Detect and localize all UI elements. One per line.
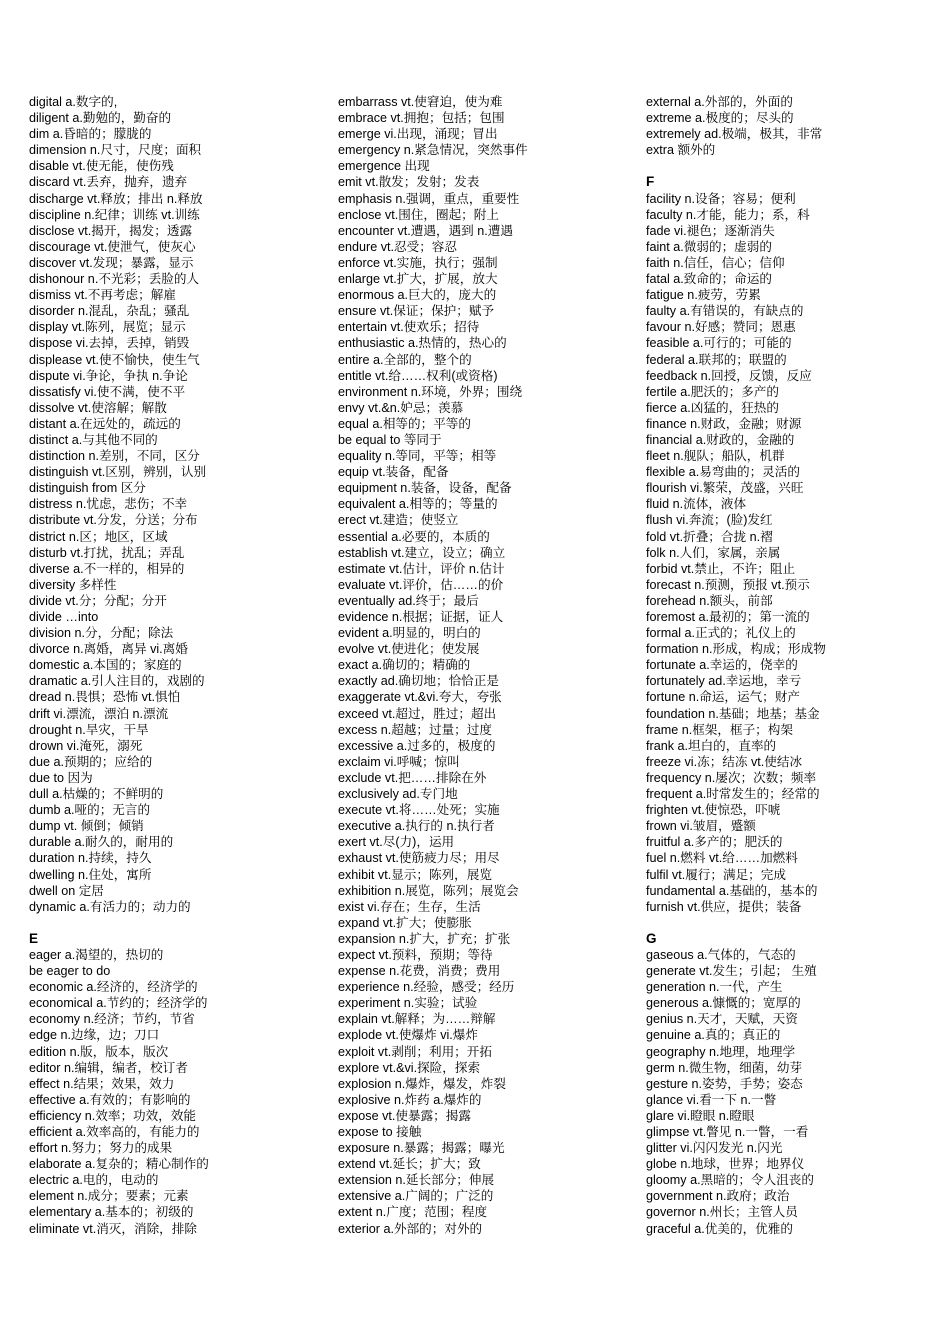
word-entry: entitle vt.给……权利(或资格) (338, 368, 498, 383)
word-entry: exclusively ad.专门地 (338, 787, 458, 802)
section-gap (646, 158, 936, 174)
word-entry: external a.外部的，外面的 (646, 95, 793, 109)
word-entry: germ n.微生物，细菌，幼芽 (646, 1060, 803, 1075)
word-entry: exaggerate vt.&vi.夸大，夸张 (338, 690, 502, 705)
word-entry: dwelling n.住处，寓所 (29, 867, 152, 882)
word-entry: displease vt.使不愉快，使生气 (29, 352, 200, 367)
word-entry: expansion n.扩大，扩充；扩张 (338, 931, 511, 946)
word-entry: generation n.一代，产生 (646, 980, 783, 995)
word-entry: effort n.努力；努力的成果 (29, 1141, 173, 1156)
word-entry: exist vi.存在；生存，生活 (338, 899, 481, 914)
word-entry: erect vt.建造；使竖立 (338, 513, 459, 528)
word-entry: explode vt.使爆炸 vi.爆炸 (338, 1028, 478, 1043)
word-entry: emphasis n.强调，重点，重要性 (338, 191, 520, 206)
word-entry: endure vt.忍受；容忍 (338, 239, 457, 254)
word-entry: fertile a.肥沃的；多产的 (646, 384, 779, 399)
word-entry: genuine a.真的；真正的 (646, 1028, 781, 1043)
section-gap (29, 915, 319, 931)
word-entry: flush vi.奔流；(脸)发红 (646, 513, 773, 528)
word-entry: embarrass vt.使窘迫，使为难 (338, 95, 503, 109)
word-entry: display vt.陈列，展览；显示 (29, 320, 186, 335)
word-column-1 (29, 94, 319, 1237)
word-entry: execute vt.将……处死；实施 (338, 803, 500, 818)
word-entry: evaluate vt.评价，估……的价 (338, 577, 504, 592)
word-entry: distinguish from 区分 (29, 481, 146, 496)
word-entry: equality n.等同，平等；相等 (338, 449, 497, 464)
word-entry: exhibit vt.显示；陈列，展览 (338, 867, 492, 882)
word-entry: due a.预期的；应给的 (29, 754, 153, 769)
word-entry: enthusiastic a.热情的，热心的 (338, 336, 507, 351)
word-entry: elaborate a.复杂的；精心制作的 (29, 1157, 209, 1172)
word-entry: fortunate a.幸运的，侥幸的 (646, 658, 798, 673)
word-entry: dramatic a.引人注目的，戏剧的 (29, 674, 205, 689)
word-entry: dissatisfy vi.使不满，使不平 (29, 384, 186, 399)
word-entry: frown vi.皱眉，蹙额 (646, 819, 756, 834)
word-entry: enclose vt.围住，圈起；附上 (338, 207, 499, 222)
word-entry: fatigue n.疲劳，劳累 (646, 288, 761, 303)
word-entry: fulfil vt.履行；满足；完成 (646, 867, 786, 882)
word-entry: explain vt.解释；为……辩解 (338, 1012, 496, 1027)
word-entry: discipline n.纪律；训练 vt.训练 (29, 207, 200, 222)
word-entry: embrace vt.拥抱；包括；包围 (338, 111, 505, 126)
word-entry: economic a.经济的，经济学的 (29, 980, 198, 995)
word-entry: discharge vt.释放；排出 n.释放 (29, 191, 203, 206)
word-entry: due to 因为 (29, 770, 93, 785)
word-entry: expand vt.扩大；使膨胀 (338, 915, 472, 930)
word-entry: dumb a.哑的；无言的 (29, 803, 151, 818)
word-entry: fluid n.流体，液体 (646, 497, 747, 512)
word-entry: disclose vt.揭开，揭发；透露 (29, 223, 193, 238)
letter-heading: G (646, 930, 657, 946)
word-entry: forecast n.预测，预报 vt.预示 (646, 577, 810, 592)
word-entry: dwell on 定居 (29, 883, 104, 898)
word-entry: dimension n.尺寸，尺度；面积 (29, 143, 202, 158)
word-entry: edge n.边缘，边；刀口 (29, 1028, 160, 1043)
word-entry: fold vt.折叠；合拢 n.褶 (646, 529, 773, 544)
word-entry: feasible a.可行的；可能的 (646, 336, 792, 351)
word-entry: be eager to do (29, 964, 111, 979)
word-entry: government n.政府；政治 (646, 1189, 790, 1204)
word-entry: faculty n.才能，能力；系，科 (646, 207, 810, 222)
word-entry: experience n.经验，感受；经历 (338, 980, 515, 995)
word-entry: foundation n.基础；地基；基金 (646, 706, 820, 721)
word-entry: discover vt.发现；暴露，显示 (29, 255, 194, 270)
word-entry: drought n.旱灾，干旱 (29, 722, 149, 737)
word-entry: economical a.节约的；经济学的 (29, 996, 208, 1011)
word-entry: evolve vt.使进化；使发展 (338, 642, 480, 657)
word-entry: efficiency n.效率；功效，效能 (29, 1108, 197, 1123)
word-entry: expose vt.使暴露；揭露 (338, 1108, 471, 1123)
word-entry: extra 额外的 (646, 143, 716, 158)
word-entry: fortunately ad.幸运地，幸亏 (646, 674, 802, 689)
word-entry: geography n.地理，地理学 (646, 1044, 796, 1059)
word-entry: emergence 出现 (338, 159, 430, 174)
word-entry: expect vt.预料，预期；等待 (338, 947, 493, 962)
word-entry: dynamic a.有活力的；动力的 (29, 899, 191, 914)
word-entry: be equal to 等同于 (338, 432, 442, 447)
word-entry: freeze vi.冻；结冻 vt.使结冰 (646, 754, 803, 769)
word-entry: edition n.版，版本，版次 (29, 1044, 169, 1059)
word-entry: enlarge vt.扩大，扩展，放大 (338, 272, 498, 287)
word-entry: federal a.联邦的；联盟的 (646, 352, 787, 367)
word-entry: discard vt.丢弃，抛弃，遗弃 (29, 175, 188, 190)
word-entry: drown vi.淹死，溺死 (29, 738, 143, 753)
word-entry: encounter vt.遭遇，遇到 n.遭遇 (338, 223, 513, 238)
word-entry: dispute vi.争论，争执 n.争论 (29, 368, 188, 383)
word-entry: gaseous a.气体的，气态的 (646, 947, 796, 962)
word-entry: durable a.耐久的，耐用的 (29, 835, 174, 850)
word-entry: flourish vi.繁荣，茂盛，兴旺 (646, 481, 804, 496)
word-entry: fleet n.舰队；船队，机群 (646, 449, 785, 464)
word-entry: favour n.好感；赞同；恩惠 (646, 320, 796, 335)
word-entry: distress n.忧虑，悲伤；不幸 (29, 497, 188, 512)
word-entry: exclude vt.把……排除在外 (338, 770, 487, 785)
word-entry: finance n.财政，金融；财源 (646, 416, 802, 431)
word-entry: globe n.地球，世界；地界仪 (646, 1157, 805, 1172)
word-entry: dissolve vt.使溶解；解散 (29, 400, 167, 415)
word-entry: glare vi.瞪眼 n.瞪眼 (646, 1108, 755, 1123)
word-entry: enforce vt.实施，执行；强制 (338, 255, 498, 270)
word-entry: exert vt.尽(力)，运用 (338, 835, 455, 850)
word-entry: fruitful a.多产的；肥沃的 (646, 835, 783, 850)
word-entry: estimate vt.估计，评价 n.估计 (338, 561, 505, 576)
word-entry: genius n.天才，天赋，天资 (646, 1012, 798, 1027)
word-entry: faith n.信任，信心；信仰 (646, 255, 785, 270)
word-entry: frame n.框架，框子；构架 (646, 722, 793, 737)
word-entry: distribute vt.分发，分送；分布 (29, 513, 198, 528)
word-entry: domestic a.本国的；家庭的 (29, 658, 182, 673)
word-entry: evident a.明显的，明白的 (338, 626, 481, 641)
word-entry: equal a.相等的；平等的 (338, 416, 471, 431)
word-entry: dismiss vt.不再考虑；解雇 (29, 288, 176, 303)
word-entry: divide …into (29, 610, 99, 624)
word-entry: element n.成分；要素；元素 (29, 1189, 189, 1204)
word-entry: excess n.超越；过量；过度 (338, 722, 492, 737)
word-entry: graceful a.优美的，优雅的 (646, 1221, 793, 1236)
word-entry: excessive a.过多的，极度的 (338, 738, 496, 753)
word-entry: experiment n.实验；试验 (338, 996, 478, 1011)
word-column-3 (646, 94, 936, 1237)
word-entry: extremely ad.极端，极其，非常 (646, 127, 823, 142)
word-entry: dim a.昏暗的；朦胧的 (29, 127, 152, 142)
word-entry: equip vt.装备，配备 (338, 465, 449, 480)
letter-heading: E (29, 930, 39, 946)
word-entry: fundamental a.基础的，基本的 (646, 883, 818, 898)
word-entry: expose to 接触 (338, 1125, 422, 1139)
word-entry: facility n.设备；容易；便利 (646, 191, 796, 206)
word-entry: district n.区；地区，区域 (29, 529, 168, 544)
word-entry: feedback n.回授，反馈，反应 (646, 368, 812, 383)
word-entry: distant a.在远处的，疏远的 (29, 416, 181, 431)
word-entry: forbid vt.禁止，不许；阻止 (646, 561, 796, 576)
word-entry: emerge vi.出现，涌现；冒出 (338, 127, 498, 142)
word-entry: electric a.电的，电动的 (29, 1173, 159, 1188)
word-entry: effective a.有效的；有影响的 (29, 1092, 191, 1107)
word-entry: environment n.环境，外界；围绕 (338, 384, 523, 399)
word-entry: disable vt.使无能，使伤残 (29, 159, 174, 174)
word-entry: formal a.正式的；礼仪上的 (646, 626, 796, 641)
word-entry: flexible a.易弯曲的；灵活的 (646, 465, 800, 480)
word-entry: exact a.确切的；精确的 (338, 658, 471, 673)
word-entry: exhaust vt.使筋疲力尽；用尽 (338, 851, 500, 866)
word-entry: diligent a.勤勉的，勤奋的 (29, 111, 172, 126)
word-entry: effect n.结果；效果，效力 (29, 1076, 175, 1091)
word-entry: discourage vt.使泄气，使灰心 (29, 239, 196, 254)
word-entry: folk n.人们，家属，亲属 (646, 545, 781, 560)
word-entry: fade vi.褪色；逐渐消失 (646, 223, 775, 238)
word-entry: equivalent a.相等的；等量的 (338, 497, 498, 512)
word-entry: furnish vt.供应，提供；装备 (646, 899, 802, 914)
word-entry: generous a.慷慨的；宽厚的 (646, 996, 801, 1011)
word-entry: divide vt.分；分配；分开 (29, 593, 167, 608)
word-entry: generate vt.发生；引起； 生殖 (646, 964, 817, 979)
word-entry: evidence n.根据；证据，证人 (338, 610, 504, 624)
word-entry: eager a.渴望的，热切的 (29, 947, 164, 962)
word-entry: diversity 多样性 (29, 577, 117, 592)
word-entry: frequency n.屡次；次数；频率 (646, 770, 817, 785)
word-entry: dispose vi.去掉，丢掉，销毁 (29, 336, 190, 351)
word-entry: exterior a.外部的；对外的 (338, 1221, 483, 1236)
word-entry: faint a.微弱的；虚弱的 (646, 239, 772, 254)
word-entry: elementary a.基本的；初级的 (29, 1205, 194, 1220)
word-entry: extreme a.极度的；尽头的 (646, 111, 794, 126)
word-entry: frank a.坦白的，直率的 (646, 738, 777, 753)
word-entry: entire a.全部的，整个的 (338, 352, 472, 367)
word-entry: editor n.编辑，编者，校订者 (29, 1060, 188, 1075)
word-entry: drift vi.漂流，漂泊 n.漂流 (29, 706, 169, 721)
word-entry: disorder n.混乱，杂乱；骚乱 (29, 304, 190, 319)
word-entry: extent n.广度；范围；程度 (338, 1205, 488, 1220)
word-entry: ensure vt.保证；保护；赋予 (338, 304, 495, 319)
word-entry: essential a.必要的，本质的 (338, 529, 490, 544)
word-entry: fortune n.命运，运气；财产 (646, 690, 800, 705)
word-entry: duration n.持续，持久 (29, 851, 152, 866)
letter-heading: F (646, 174, 655, 190)
word-entry: fierce a.凶猛的，狂热的 (646, 400, 779, 415)
word-entry: exhibition n.展览，陈列；展览会 (338, 883, 519, 898)
word-entry: digital a.数字的, (29, 95, 118, 109)
section-gap (646, 915, 936, 931)
word-entry: efficient a.效率高的，有能力的 (29, 1125, 200, 1139)
word-entry: exposure n.暴露；揭露；曝光 (338, 1141, 505, 1156)
word-entry: explosive n.炸药 a.爆炸的 (338, 1092, 482, 1107)
word-entry: glance vi.看一下 n.一瞥 (646, 1092, 777, 1107)
word-entry: expense n.花费，消费；费用 (338, 964, 501, 979)
word-entry: distinguish vt.区别，辨别，认别 (29, 465, 207, 480)
word-entry: foremost a.最初的；第一流的 (646, 610, 810, 624)
word-entry: extension n.延长部分；伸展 (338, 1173, 495, 1188)
word-entry: emergency n.紧急情况，突然事件 (338, 143, 528, 158)
word-entry: exclaim vi.呼喊；惊叫 (338, 754, 460, 769)
word-entry: envy vt.&n.妒忌；羡慕 (338, 400, 464, 415)
word-entry: faulty a.有错误的，有缺点的 (646, 304, 804, 319)
word-entry: enormous a.巨大的，庞大的 (338, 288, 497, 303)
word-entry: distinct a.与其他不同的 (29, 432, 158, 447)
word-entry: economy n.经济；节约，节省 (29, 1012, 195, 1027)
word-entry: exceed vt.超过，胜过；超出 (338, 706, 497, 721)
word-entry: gesture n.姿势，手势；姿态 (646, 1076, 803, 1091)
word-entry: diverse a.不一样的，相异的 (29, 561, 185, 576)
word-entry: explosion n.爆炸，爆发，炸裂 (338, 1076, 506, 1091)
word-entry: establish vt.建立，设立；确立 (338, 545, 506, 560)
word-entry: extensive a.广阔的；广泛的 (338, 1189, 494, 1204)
word-entry: explore vt.&vi.探险，探索 (338, 1060, 481, 1075)
word-entry: division n.分，分配；除法 (29, 626, 174, 641)
word-entry: dull a.枯燥的；不鲜明的 (29, 787, 164, 802)
word-entry: fatal a.致命的；命运的 (646, 272, 772, 287)
word-entry: disturb vt.打扰，扰乱；弄乱 (29, 545, 185, 560)
word-entry: entertain vt.使欢乐；招待 (338, 320, 480, 335)
word-entry: eliminate vt.消灭，消除，排除 (29, 1221, 197, 1236)
word-entry: glitter vi.闪闪发光 n.闪光 (646, 1141, 783, 1156)
word-entry: exactly ad.确切地；恰恰正是 (338, 674, 499, 689)
word-entry: executive a.执行的 n.执行者 (338, 819, 495, 834)
word-entry: financial a.财政的，金融的 (646, 432, 795, 447)
word-column-2 (338, 94, 628, 1237)
word-entry: dishonour n.不光彩；丢脸的人 (29, 272, 200, 287)
word-entry: governor n.州长；主管人员 (646, 1205, 798, 1220)
word-entry: emit vt.散发；发射；发表 (338, 175, 480, 190)
word-entry: eventually ad.终于；最后 (338, 593, 479, 608)
word-entry: forehead n.额头，前部 (646, 593, 773, 608)
word-entry: frighten vt.使惊恐，吓唬 (646, 803, 781, 818)
word-entry: exploit vt.剥削；利用；开拓 (338, 1044, 492, 1059)
word-entry: gloomy a.黑暗的；令人沮丧的 (646, 1173, 814, 1188)
word-entry: distinction n.差别，不同，区分 (29, 449, 200, 464)
word-entry: fuel n.燃料 vt.给……加燃料 (646, 851, 798, 866)
word-entry: dump vt. 倾倒；倾销 (29, 819, 144, 834)
word-entry: frequent a.时常发生的；经常的 (646, 787, 820, 802)
word-entry: dread n.畏惧；恐怖 vt.惧怕 (29, 690, 181, 705)
word-entry: extend vt.延长；扩大；致 (338, 1157, 481, 1172)
word-entry: divorce n.离婚，离异 vi.离婚 (29, 642, 188, 657)
word-entry: formation n.形成，构成；形成物 (646, 642, 826, 657)
word-entry: equipment n.装备，设备，配备 (338, 481, 512, 496)
word-entry: glimpse vt.瞥见 n.一瞥，一看 (646, 1125, 809, 1139)
